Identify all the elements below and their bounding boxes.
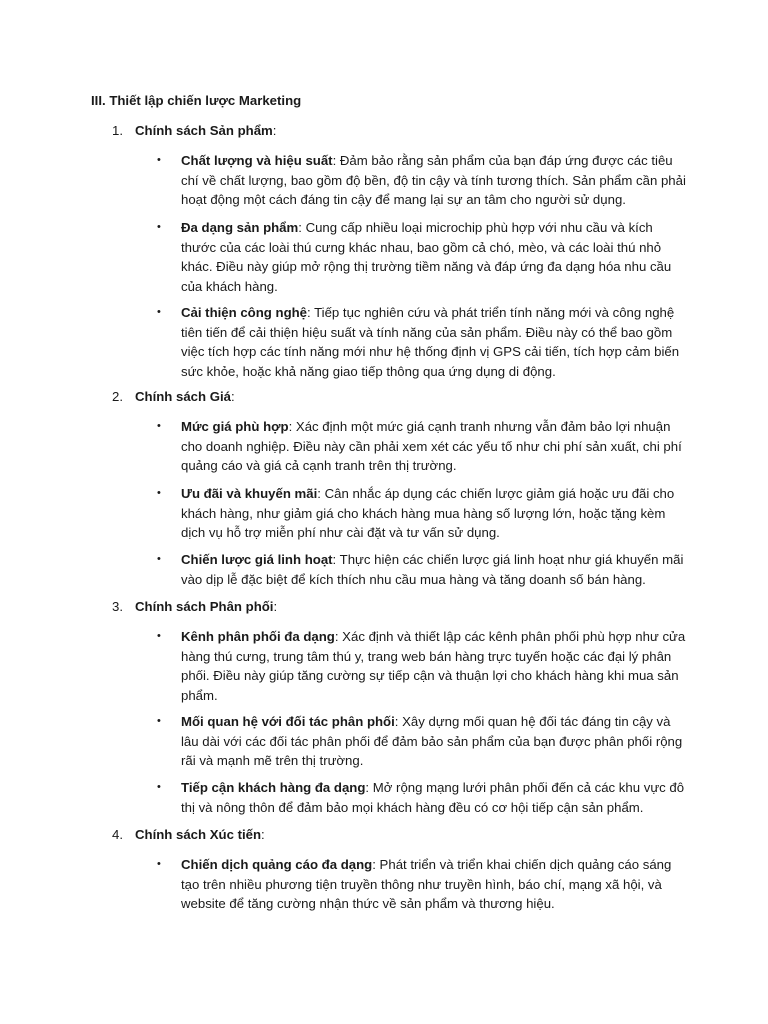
list-item-text — [181, 484, 687, 543]
bullet-icon: • — [157, 781, 161, 793]
bullet-icon: • — [157, 715, 161, 727]
bullet-icon: • — [157, 553, 161, 565]
section-name: Chính sách Phân phối — [135, 599, 274, 614]
list-item-body: : Xác định và thiết lập các kênh phân phối phù hợp như cửa hàng thú cưng, trung tâm thú y, trang web bán hàng trực tuyến hoặc các đại lý phân phối. Điều này giúp tăng cường sự tiếp cận và thuận lợi cho khách hàng khi mua sản phẩm. — [181, 629, 686, 703]
list-item-term: Mức giá phù hợp — [181, 419, 289, 434]
list-item-text — [181, 627, 687, 705]
list-item-body: : Xây dựng mối quan hệ đối tác đáng tin cậy và lâu dài với các đối tác phân phối để đảm bảo sản phẩm của bạn được phân phối rộng rãi và mạnh mẽ trên thị trường. — [181, 714, 683, 768]
section-colon: : — [261, 827, 265, 842]
bullet-icon: • — [157, 306, 161, 318]
list-item-text — [181, 303, 687, 381]
list-item-body: : Cung cấp nhiều loại microchip phù hợp với nhu cầu và kích thước của các loài thú cưng khác nhau, bao gồm cả chó, mèo, và các loài thú nhỏ khác. Điều này giúp mở rộng thị trường tiềm năng và đáp ứng đa dạng hóa nhu cầu của khách hàng. — [181, 220, 672, 294]
section-title — [112, 598, 277, 616]
list-item-term: Mối quan hệ với đối tác phân phối — [181, 714, 395, 729]
section-title — [112, 388, 235, 406]
list-item-term: Tiếp cận khách hàng đa dạng — [181, 780, 366, 795]
list-item-body: : Mở rộng mạng lưới phân phối đến cả các khu vực đô thị và nông thôn để đảm bảo mọi khách hàng đều có cơ hội tiếp cận sản phẩm. — [181, 780, 685, 815]
section-colon: : — [273, 599, 278, 614]
list-item-text — [181, 550, 687, 589]
list-item-text — [181, 417, 687, 476]
bullet-icon: • — [157, 221, 161, 233]
section-number: 1. — [112, 123, 123, 138]
list-item-term: Chất lượng và hiệu suất — [181, 153, 333, 168]
list-item-text — [181, 151, 687, 210]
list-item-body: : Thực hiện các chiến lược giá linh hoạt như giá khuyến mãi vào dịp lễ đặc biệt để kích thích nhu cầu mua hàng và tăng doanh số bán hàng. — [181, 552, 684, 587]
bullet-icon: • — [157, 858, 161, 870]
list-item-body: : Xác định một mức giá cạnh tranh nhưng vẫn đảm bảo lợi nhuận cho doanh nghiệp. Điều này cần phải xem xét các yếu tố như chi phí sản xuất, chi phí quảng cáo và giá cả cạnh tranh trên thị trường. — [181, 419, 682, 473]
section-colon: : — [231, 389, 235, 404]
section-title — [112, 122, 276, 140]
list-item-body: : Đảm bảo rằng sản phẩm của bạn đáp ứng được các tiêu chí về chất lượng, bao gồm độ bền, độ tin cậy và tính tương thích. Sản phẩm cần phải hoạt động một cách đáng tin cậy để mang lại sự an tâm cho người sử dụng. — [181, 153, 686, 207]
list-item-term: Đa dạng sản phẩm — [181, 220, 299, 235]
list-item-text — [181, 712, 687, 771]
section-name: Chính sách Sản phẩm — [135, 123, 273, 138]
list-item-term: Ưu đãi và khuyến mãi — [181, 486, 318, 501]
section-name: Chính sách Giá — [135, 389, 231, 404]
list-item-term: Chiến dịch quảng cáo đa dạng — [181, 857, 373, 872]
list-item-term: Cải thiện công nghệ — [181, 305, 308, 320]
section-colon: : — [272, 123, 277, 138]
document-heading: III. Thiết lập chiến lược Marketing — [91, 93, 302, 108]
section-number: 2. — [112, 389, 123, 404]
list-item-body: : Phát triển và triển khai chiến dịch quảng cáo sáng tạo trên nhiều phương tiện truyền thông như truyền hình, báo chí, mạng xã hội, và website để tăng cường nhận thức về sản phẩm và thương hiệu. — [181, 857, 672, 911]
section-number: 4. — [112, 827, 123, 842]
list-item-text — [181, 855, 687, 914]
list-item-body: : Cân nhắc áp dụng các chiến lược giảm giá hoặc ưu đãi cho khách hàng, như giảm giá cho khách hàng mua hàng số lượng lớn, hoặc tặng kèm dịch vụ hỗ trợ miễn phí như cài đặt và tư vấn sử dụng. — [181, 486, 675, 540]
list-item-body: : Tiếp tục nghiên cứu và phát triển tính năng mới và công nghệ tiên tiến để cải thiện hiệu suất và tính năng của sản phẩm. Điều này có thể bao gồm việc tích hợp các tính năng mới như hệ thống định vị GPS cải tiến, tích hợp cảm biến sức khỏe, hoặc khả năng giao tiếp thông qua ứng dụng di động. — [181, 305, 680, 379]
list-item-term: Chiến lược giá linh hoạt — [181, 552, 333, 567]
section-title — [112, 826, 265, 844]
list-item-term: Kênh phân phối đa dạng — [181, 629, 335, 644]
bullet-icon: • — [157, 154, 161, 166]
list-item-text — [181, 778, 687, 817]
list-item-text — [181, 218, 687, 296]
bullet-icon: • — [157, 420, 161, 432]
section-name: Chính sách Xúc tiến — [135, 827, 262, 842]
bullet-icon: • — [157, 630, 161, 642]
bullet-icon: • — [157, 487, 161, 499]
section-number: 3. — [112, 599, 123, 614]
